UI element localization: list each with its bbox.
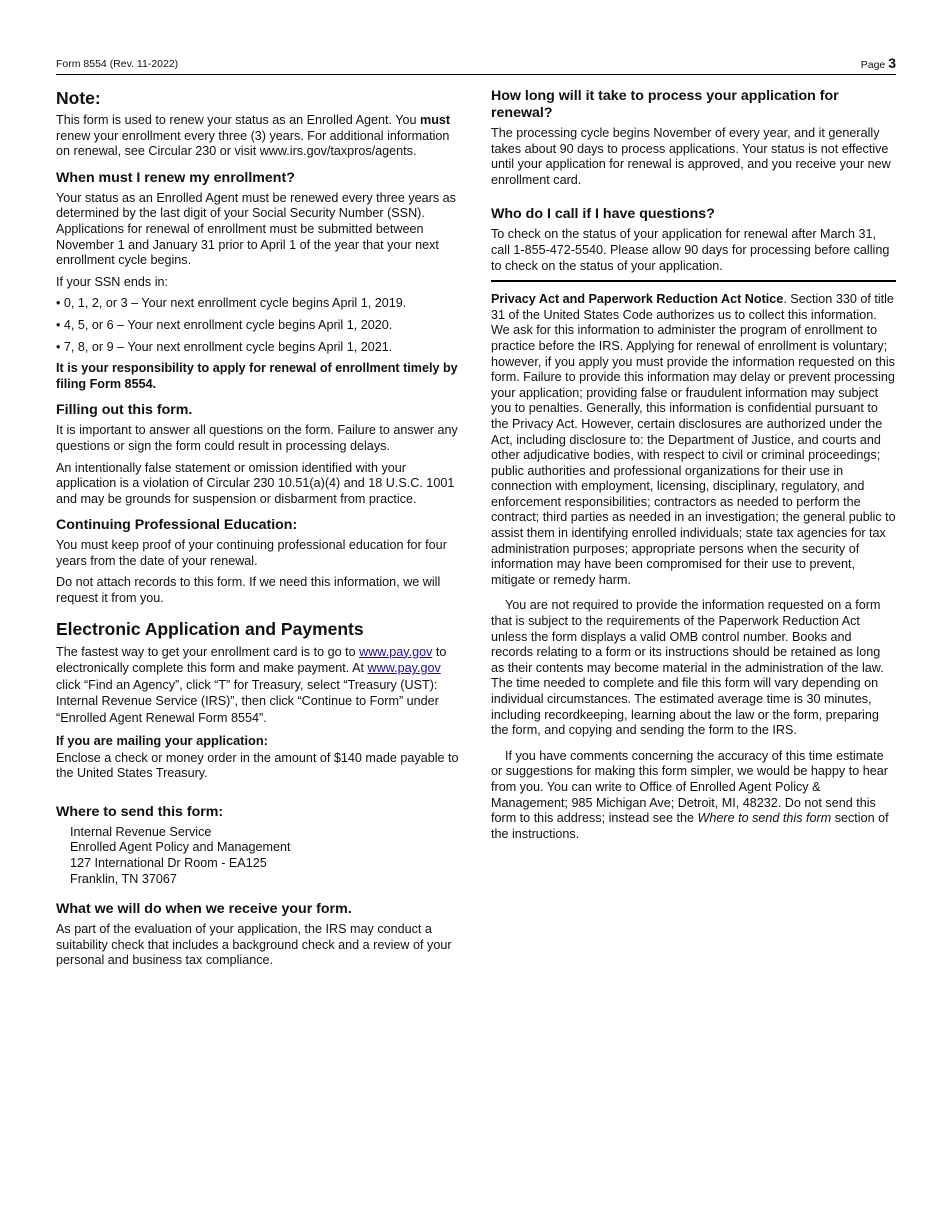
what-paragraph: As part of the evaluation of your application, the IRS may conduct a suitability check that includes a background check and a review of your personal and business tax compliance. — [56, 922, 452, 968]
mailing-paragraph: Enclose a check or money order in the amount of $140 made payable to the United States Treasury. — [56, 750, 459, 781]
privacy-paragraph-2: You are not required to provide the information requested on a form that is subject to the requirements of the Paperwork Reduction Act unless the form displays a valid OMB control number. Books and records relating to a form or its instructions should be retained as long as their contents may become material in the administration of the law. The time needed to complete and file this form will vary depending on individual circumstances. The estimated average time is 30 minutes, including recordkeeping, learning about the law or the form, preparing the form, and copying and sending the form to the IRS. — [491, 598, 884, 738]
privacy-paragraph-1 — [491, 292, 896, 588]
eapp-text-a: The fastest way to get your enrollment card is to go to — [56, 644, 360, 659]
electronic-application-heading: Electronic Application and Payments — [56, 618, 364, 639]
note-text-a: This form is used to renew your status as an Enrolled Agent. You — [56, 113, 421, 127]
note-heading: Note: — [56, 88, 101, 108]
note-text-must: must — [420, 113, 451, 127]
ssn-bullet: • 7, 8, or 9 – Your next enrollment cycle begins April 1, 2021. — [56, 339, 393, 354]
page-header — [56, 57, 896, 75]
privacy-text-3a: If you have comments concerning the accuracy of this time estimate or suggestions for making this form simpler, we would be happy to hear from you. You can write to Office of Enrolled Agent Policy & Management; 985 Michigan Ave; Detroit, MI, 48232. Do not send this form to this address; instead see the — [491, 748, 888, 826]
questions-paragraph: To check on the status of your application for renewal after March 31, call 1-855-472-5540. Please allow 90 days for processing before calling to check on the status of your application. — [491, 227, 890, 273]
renew-heading: When must I renew my enrollment? — [56, 169, 295, 186]
eapp-text-b: to electronically complete this form and make payment. At — [56, 644, 447, 676]
filling-heading: Filling out this form. — [56, 402, 193, 419]
responsibility-note: It is your responsibility to apply for renewal of enrollment timely by filing Form 8554. — [56, 361, 458, 391]
processing-paragraph: The processing cycle begins November of every year, and it generally takes about 90 days to process applications. Your status is not effective until your application for renewal is approved, and you receive your new enrollment card. — [491, 126, 891, 187]
cpe-paragraph-1: You must keep proof of your continuing professional education for four years from the date of your renewal. — [56, 538, 447, 568]
eapp-text-c: click “Find an Agency”, click “T” for Treasury, select “Treasury (UST): Internal Revenue Service (IRS)”, then click “Continue to Form” under “Enrolled Agent Renewal Form 8554”. — [56, 677, 439, 726]
page-number — [861, 55, 896, 71]
privacy-paragraph-3 — [491, 749, 896, 843]
pay-gov-link[interactable]: www.pay.gov — [359, 644, 433, 659]
address-line: Internal Revenue Service — [70, 824, 212, 839]
mailing-heading: If you are mailing your application: — [56, 732, 268, 748]
filling-paragraph-2: An intentionally false statement or omission identified with your application is a violation of Circular 230 10.51(a)(4) and 18 U.S.C. 1001 and may be grounds for suspension or disbarment from practice. — [56, 460, 455, 506]
page-number-value: 3 — [888, 55, 896, 71]
left-column — [56, 88, 460, 975]
privacy-text-3b: section of the instructions. — [491, 811, 889, 841]
form-identifier: Form 8554 (Rev. 11-2022) — [56, 58, 179, 70]
section-divider — [491, 280, 896, 282]
privacy-notice-title: Privacy Act and Paperwork Reduction Act Notice — [491, 292, 784, 307]
address-line: Enrolled Agent Policy and Management — [70, 840, 291, 855]
ssn-bullet: • 0, 1, 2, or 3 – Your next enrollment cycle begins April 1, 2019. — [56, 296, 407, 311]
cpe-heading: Continuing Professional Education: — [56, 517, 298, 534]
what-heading: What we will do when we receive your form. — [56, 901, 352, 918]
note-text-b: renew your enrollment every three (3) years. For additional information on renewal, see Circular 230 or visit www.irs.gov/taxpros/agents. — [56, 128, 450, 159]
questions-heading: Who do I call if I have questions? — [491, 206, 715, 223]
privacy-text-1: . Section 330 of title 31 of the United States Code authorizes us to collect this information. We ask for this information to administer the program of enrollment to practice before the IRS. Applying for renewal of enrollment is voluntary; however, if you apply you must provide the information requested on this form. Failure to provide this information may delay or prevent processing your application; providing false or fraudulent information may subject you to penalties. Generally, this information is confidential pursuant to the Privacy Act. However, certain disclosures are authorized under the Act, including disclosure to: the Department of Justice, and courts and other adjudicative bodies, with respect to civil or criminal proceedings; public authorities and professional organizations for their use in connection with employment, licensing, disciplinary, regulatory, and enforcement responsibilities; contractors as needed to perform the contract; third parties as needed in an investigation; the general public to assist them in identifying enrolled individuals; state tax agencies for tax administration purposes; appropriate persons when the security of information may have been compromised for their use to prevent, mitigate or remedy harm. — [491, 292, 896, 587]
renew-paragraph: Your status as an Enrolled Agent must be renewed every three years as determined by the last digit of your Social Security Number (SSN). Applications for renewal of enrollment must be submitted between November 1 and January 31 prior to April 1 of the year that your next enrollment cycle begins. — [56, 190, 456, 268]
filling-paragraph-1: It is important to answer all questions on the form. Failure to answer any questions or sign the form could result in processing delays. — [56, 423, 458, 453]
note-paragraph — [56, 113, 460, 160]
right-column — [491, 88, 896, 848]
ssn-intro: If your SSN ends in: — [56, 274, 168, 289]
where-to-send-reference: Where to send this form — [697, 811, 832, 826]
mailing-address — [56, 825, 460, 887]
address-line: 127 International Dr Room - EA125 — [70, 856, 267, 870]
page-label: Page — [860, 59, 886, 71]
cpe-paragraph-2: Do not attach records to this form. If we need this information, we will request it from you. — [56, 575, 441, 606]
electronic-application-paragraph — [56, 644, 460, 727]
pay-gov-link-2[interactable]: www.pay.gov — [367, 661, 441, 676]
processing-heading: How long will it take to process your application for renewal? — [491, 88, 839, 121]
address-line: Franklin, TN 37067 — [70, 871, 177, 886]
where-heading: Where to send this form: — [56, 803, 224, 820]
ssn-bullet: • 4, 5, or 6 – Your next enrollment cycle begins April 1, 2020. — [56, 317, 393, 332]
